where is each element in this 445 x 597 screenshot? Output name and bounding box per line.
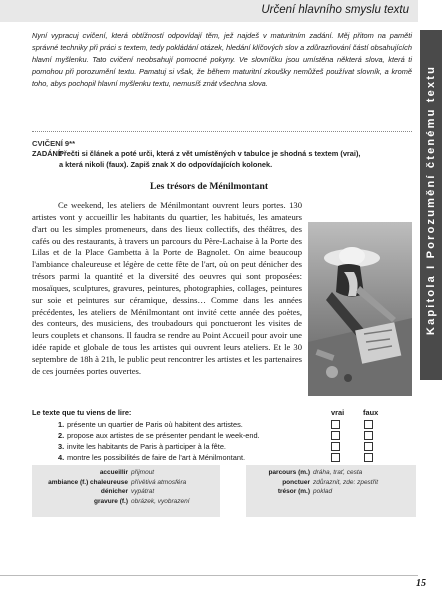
question-row bbox=[32, 419, 412, 430]
running-head: Určení hlavního smyslu textu bbox=[261, 4, 409, 16]
glossary-entry bbox=[32, 497, 220, 507]
question-text: propose aux artistes de se présenter pendant le week-end. bbox=[67, 431, 260, 440]
glossary-entry bbox=[32, 487, 220, 497]
glossary-term: ponctuer bbox=[282, 478, 310, 486]
true-checkbox[interactable] bbox=[331, 453, 340, 462]
true-checkbox[interactable] bbox=[331, 442, 340, 451]
article-title: Les trésors de Ménilmontant bbox=[149, 181, 269, 192]
question-number: 1. bbox=[58, 420, 65, 429]
false-checkbox[interactable] bbox=[364, 453, 373, 462]
glossary-left bbox=[32, 465, 220, 517]
glossary-term: parcours (m.) bbox=[268, 469, 310, 476]
glossary-entry bbox=[246, 487, 416, 497]
glossary-term: ambiance (f.) chaleureuse bbox=[48, 478, 128, 486]
question-number: 3. bbox=[58, 442, 65, 451]
glossary-entry bbox=[246, 478, 416, 488]
artist-painting-photo bbox=[308, 222, 412, 396]
glossary-entry bbox=[32, 468, 220, 478]
task-label: ZADÁNÍ: bbox=[32, 149, 63, 158]
glossary-definition: poklad bbox=[313, 488, 333, 496]
glossary-definition: vypátrat bbox=[131, 488, 155, 496]
glossary-term: accueillir bbox=[99, 469, 128, 476]
article-paragraph: Ce weekend, les ateliers de Ménilmontant ouvrent leurs portes. 130 artistes vont y accueillir les habitants du quartier, les habitués, les amateurs d'art ou les simples promeneurs, dans des lieux collectifs, des théâtres, des cafés ou des restaurants, à travers un parcours du Père-Lachaise à la Porte des Lilas et de la Place Gambetta à la Porte de Bagnolet. On aime beaucoup l'ambiance chaleureuse et légère de cette fête de l'art, où on peut dénicher des trésors parmi la quantité et la diversité des oeuvres qui sont proposées: mosaïques, sculptures, gravures, peintures, photographies, collages, peintures sur soie et peintures sur céramique, dessins… Comme dans les années précédentes, les ateliers de Ménilmontant ont invité cette année des poètes, des conteurs, des musiciens, des troubadours qui ponctueront les visites de leurs couplets et chansons. Il faudra se rendre au Point Accueil pour avoir une idée rapide et globale de tous les artistes qui ouvrent leurs ateliers. Et le 30 septembre de 18h à 21h, le public peut rencontrer les artistes et les partenaires de ces journées portes ouvertes. bbox=[32, 200, 302, 376]
false-checkbox[interactable] bbox=[364, 420, 373, 429]
divider bbox=[32, 131, 412, 132]
question-text: montre les possibilités de faire de l'art à Ménilmontant. bbox=[67, 453, 246, 462]
glossary-definition: dráha, trať, cesta bbox=[313, 469, 363, 476]
glossary-definition: přijmout bbox=[131, 469, 155, 476]
questions-header bbox=[32, 408, 412, 417]
false-checkbox[interactable] bbox=[364, 442, 373, 451]
question-row bbox=[32, 441, 412, 452]
questions-heading: Le texte que tu viens de lire: bbox=[32, 408, 132, 417]
exercise-task bbox=[32, 149, 412, 170]
false-checkbox[interactable] bbox=[364, 431, 373, 440]
page-number: 15 bbox=[416, 578, 426, 589]
glossary-term: gravure (f.) bbox=[94, 497, 128, 505]
glossary-entry bbox=[246, 468, 416, 478]
true-checkbox[interactable] bbox=[331, 420, 340, 429]
task-line-2: a která nikoli (faux). Zapiš znak X do odpovídajících kolonek. bbox=[59, 159, 273, 169]
intro-paragraph: Nyní vypracuj cvičení, která obtížností odpovídají těm, jež najdeš v maturitním zadání. Měj přitom na paměti správné techniky při práci s textem, tedy pokládání otázek, hledání klíčových slov a zdůrazňování částí obsahujících hlavní myšlenku. Tato cvičení neobsahují pomocné pokyny. Ve slovníčku jsou umístěna některá slova, která ti pomohou při porozumění textu. Pamatuj si však, že během maturitní zkoušky nemůžeš používat slovník, a kromě toho, abys pochopil hlavní myšlenku textu, nemusíš znát všechna slova. bbox=[32, 31, 412, 88]
glossary-definition: přívětivá atmosféra bbox=[131, 478, 187, 486]
chapter-tab-label: Kapitola I Porozumění čtenému textu bbox=[425, 64, 437, 336]
glossary-definition: zdůraznit, zde: zpestřit bbox=[313, 478, 379, 486]
exercise-title: CVIČENÍ 9** bbox=[32, 139, 76, 148]
article-body bbox=[32, 200, 412, 398]
task-line-1: Přečti si článek a poté urči, která z vět umístěných v tabulce je shodná s textem (vrai), bbox=[59, 149, 361, 158]
glossary-right bbox=[246, 465, 416, 517]
glossary-entry bbox=[32, 478, 220, 488]
question-text: invite les habitants de Paris à participer à la fête. bbox=[67, 442, 226, 451]
question-row bbox=[32, 452, 412, 463]
question-number: 4. bbox=[58, 453, 65, 462]
glossary-term: dénicher bbox=[100, 488, 128, 496]
questions-list bbox=[32, 419, 412, 463]
footer-rule bbox=[0, 575, 418, 576]
question-number: 2. bbox=[58, 431, 65, 440]
question-text: présente un quartier de Paris où habitent des artistes. bbox=[67, 420, 243, 429]
glossary-term: trésor (m.) bbox=[277, 488, 310, 496]
glossary-definition: obrázek, vyobrazení bbox=[131, 497, 190, 505]
true-checkbox[interactable] bbox=[331, 431, 340, 440]
false-column-label: faux bbox=[363, 408, 379, 417]
question-row bbox=[32, 430, 412, 441]
true-column-label: vrai bbox=[331, 408, 345, 417]
